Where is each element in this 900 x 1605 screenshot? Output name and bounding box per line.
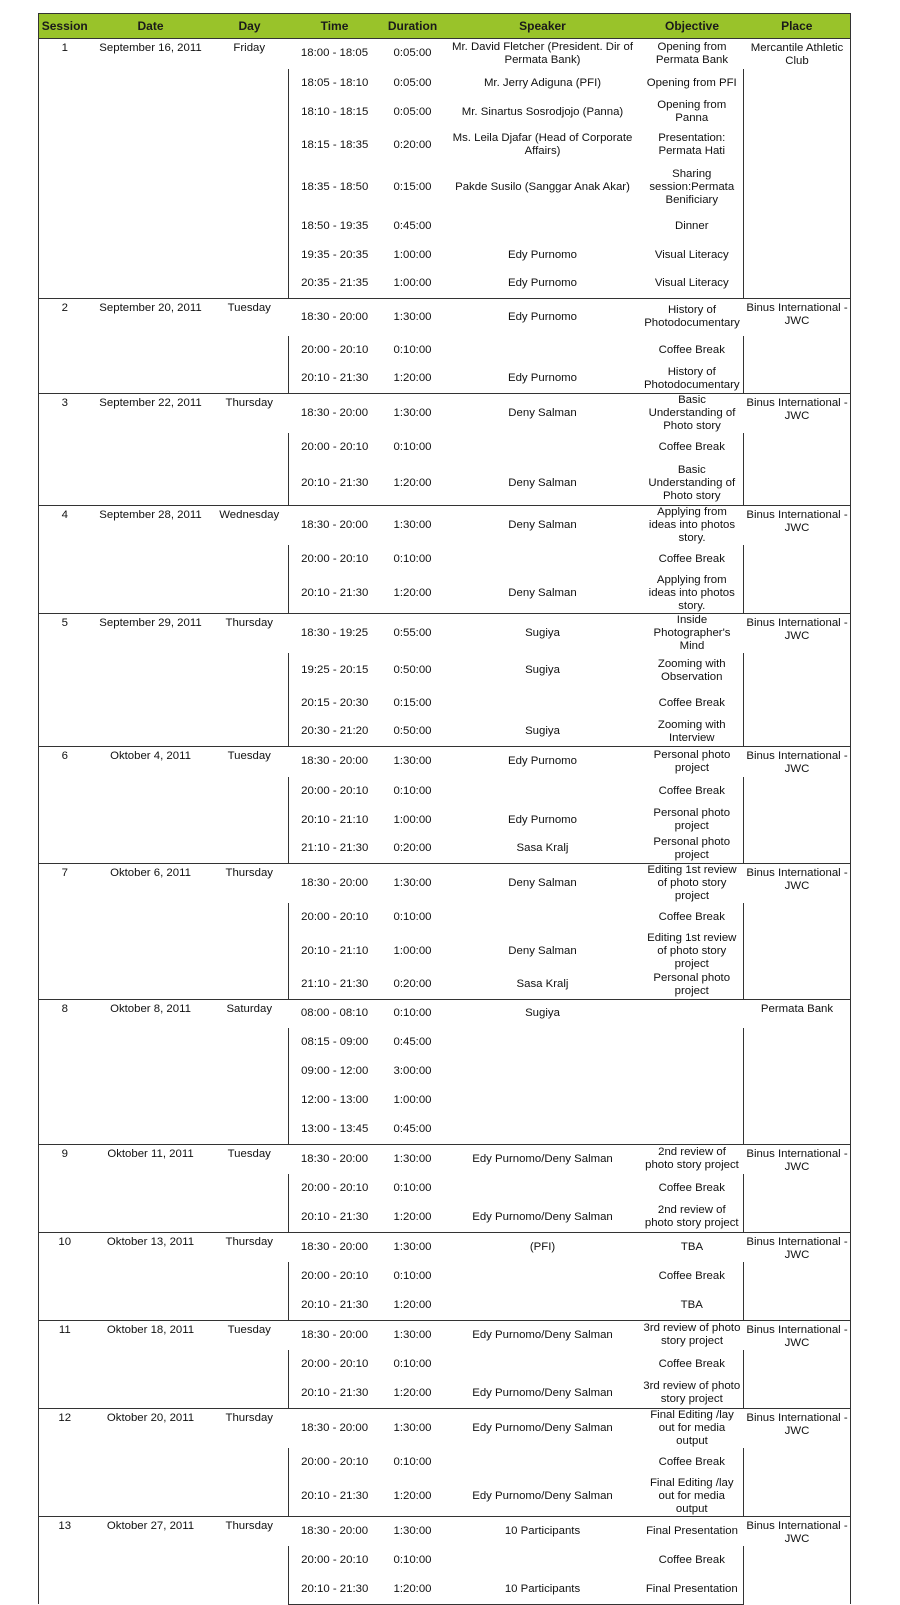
session-number: 13: [39, 1516, 91, 1604]
session-day: Tuesday: [211, 1320, 289, 1408]
session-day: Thursday: [211, 864, 289, 1000]
slot-speaker: Sugiya: [445, 613, 641, 653]
slot-duration: 0:15:00: [393, 696, 432, 709]
session-date: September 20, 2011: [91, 299, 211, 394]
slot-speaker: [445, 336, 641, 365]
schedule-row: [39, 747, 851, 777]
schedule-table: [38, 13, 851, 1605]
slot-speaker: Edy Purnomo/Deny Salman: [472, 1386, 613, 1399]
slot-duration: 0:05:00: [381, 39, 445, 69]
slot-duration: 0:10:00: [393, 552, 432, 565]
slot-time: 19:25 - 20:15: [289, 653, 381, 689]
slot-speaker: [445, 433, 641, 462]
slot-duration: 0:10:00: [393, 441, 432, 453]
slot-duration: 0:10:00: [393, 1455, 432, 1468]
header-speaker: Speaker: [445, 14, 641, 39]
slot-time: 09:00 - 12:00: [289, 1057, 381, 1086]
slot-speaker: [445, 1448, 641, 1477]
slot-objective: TBA: [641, 1291, 744, 1320]
slot-objective: Coffee Break: [641, 433, 744, 462]
slot-time: 18:30 - 20:00: [289, 299, 381, 336]
slot-objective: Coffee Break: [641, 1174, 744, 1203]
slot-speaker: Deny Salman: [508, 586, 577, 599]
slot-speaker: Edy Purnomo: [507, 277, 577, 290]
slot-speaker: [445, 212, 641, 241]
session-number: 4: [39, 505, 91, 613]
slot-duration: 1:30:00: [381, 1144, 445, 1174]
slot-time: 18:05 - 18:10: [289, 69, 381, 98]
session-date: Oktober 27, 2011: [91, 1516, 211, 1604]
slot-speaker: [445, 777, 641, 806]
session-number: 10: [39, 1232, 91, 1320]
schedule-row: [39, 1232, 851, 1262]
slot-objective: [641, 999, 744, 1028]
schedule-row: [39, 1516, 851, 1546]
slot-time: 20:00 - 20:10: [289, 903, 381, 932]
session-place: Mercantile Athletic Club: [744, 39, 851, 299]
slot-duration: 0:50:00: [393, 664, 432, 676]
slot-duration: 0:10:00: [381, 999, 445, 1028]
slot-speaker: [445, 1174, 641, 1203]
slot-duration: 1:00:00: [393, 248, 432, 261]
slot-objective: Basic Understanding of Photo story: [641, 394, 744, 434]
slot-objective: Zooming with Interview: [641, 718, 744, 747]
slot-objective: Coffee Break: [641, 336, 744, 365]
header-objective: Objective: [641, 14, 744, 39]
session-day: Saturday: [211, 999, 289, 1144]
slot-objective: Applying from ideas into photos story.: [641, 505, 744, 545]
session-date: September 29, 2011: [91, 613, 211, 747]
session-number: 5: [39, 613, 91, 747]
session-day: Tuesday: [211, 747, 289, 864]
slot-duration: 1:30:00: [381, 1320, 445, 1350]
session-date: September 16, 2011: [91, 39, 211, 299]
slot-speaker: Edy Purnomo/Deny Salman: [445, 1144, 641, 1174]
header-time: Time: [289, 14, 381, 39]
slot-objective: Coffee Break: [641, 1262, 744, 1291]
slot-time: 20:10 - 21:30: [289, 1291, 381, 1320]
slot-duration: 1:30:00: [381, 747, 445, 777]
slot-time: 20:10 - 21:30: [289, 1477, 381, 1517]
slot-objective: [641, 1115, 744, 1144]
slot-speaker: Edy Purnomo/Deny Salman: [472, 1210, 613, 1223]
slot-time: 20:00 - 20:10: [289, 1448, 381, 1477]
slot-time: 20:10 - 21:30: [289, 1203, 381, 1232]
slot-objective: Editing 1st review of photo story project: [641, 932, 744, 971]
session-number: 11: [39, 1320, 91, 1408]
slot-duration: 0:10:00: [393, 1554, 432, 1566]
slot-speaker: Mr. David Fletcher (President. Dir of Permata Bank): [445, 39, 641, 69]
slot-speaker: [445, 1262, 641, 1291]
header-date: Date: [91, 14, 211, 39]
slot-objective: Visual Literacy: [641, 241, 744, 270]
slot-time: 21:10 - 21:30: [289, 835, 381, 864]
slot-speaker: [445, 1115, 641, 1144]
slot-objective: 3rd review of photo story project: [641, 1320, 744, 1350]
slot-speaker: Edy Purnomo: [507, 813, 577, 826]
slot-speaker: [445, 545, 641, 574]
session-place: Binus International - JWC: [744, 613, 851, 747]
slot-speaker: Sugiya: [525, 725, 560, 738]
header-duration: Duration: [381, 14, 445, 39]
slot-duration: 0:50:00: [393, 725, 432, 738]
slot-time: 21:10 - 21:30: [289, 971, 381, 999]
slot-duration: 1:00:00: [393, 813, 432, 826]
schedule-row: [39, 1408, 851, 1448]
session-number: 3: [39, 394, 91, 506]
slot-speaker: Sasa Kralj: [516, 978, 569, 991]
slot-duration: 1:30:00: [381, 505, 445, 545]
slot-duration: 1:00:00: [393, 1094, 432, 1106]
slot-objective: Coffee Break: [641, 689, 744, 718]
schedule-row: [39, 613, 851, 653]
header-session: Session: [39, 14, 91, 39]
slot-duration: 0:45:00: [393, 1122, 432, 1135]
slot-time: 08:00 - 08:10: [289, 999, 381, 1028]
slot-time: 18:30 - 19:25: [289, 613, 381, 653]
slot-time: 18:30 - 20:00: [289, 1516, 381, 1546]
slot-objective: History of Photodocumentary: [641, 299, 744, 336]
slot-speaker: Edy Purnomo/Deny Salman: [445, 1320, 641, 1350]
slot-objective: Coffee Break: [641, 545, 744, 574]
slot-speaker: [445, 689, 641, 718]
slot-time: 18:30 - 20:00: [289, 394, 381, 434]
slot-objective: Opening from Panna: [641, 98, 744, 127]
session-place: Binus International - JWC: [744, 1144, 851, 1232]
session-day: Tuesday: [211, 1144, 289, 1232]
slot-speaker: Ms. Leila Djafar (Head of Corporate Affairs): [452, 132, 633, 157]
slot-time: 08:15 - 09:00: [289, 1028, 381, 1057]
slot-time: 18:00 - 18:05: [289, 39, 381, 69]
slot-time: 20:10 - 21:30: [289, 1379, 381, 1408]
slot-duration: 1:30:00: [381, 394, 445, 434]
slot-objective: Presentation: Permata Hati: [641, 127, 744, 164]
session-place: Binus International - JWC: [744, 1516, 851, 1604]
session-day: Tuesday: [211, 299, 289, 394]
session-place: Binus International - JWC: [744, 747, 851, 864]
slot-objective: Personal photo project: [641, 747, 744, 777]
slot-duration: 0:10:00: [393, 784, 432, 797]
session-date: Oktober 13, 2011: [91, 1232, 211, 1320]
slot-time: 18:30 - 20:00: [289, 505, 381, 545]
slot-objective: Dinner: [641, 212, 744, 241]
slot-objective: Final Editing /lay out for media output: [641, 1408, 744, 1448]
slot-duration: 1:20:00: [393, 586, 432, 599]
slot-time: 18:50 - 19:35: [289, 212, 381, 241]
slot-time: 20:10 - 21:10: [289, 806, 381, 835]
slot-time: 18:30 - 20:00: [289, 1320, 381, 1350]
slot-objective: Basic Understanding of Photo story: [641, 462, 744, 505]
slot-objective: Final Presentation: [641, 1516, 744, 1546]
session-day: Thursday: [211, 1232, 289, 1320]
slot-objective: Applying from ideas into photos story.: [641, 574, 744, 614]
slot-duration: 0:05:00: [393, 105, 432, 118]
slot-speaker: [445, 1057, 641, 1086]
schedule-row: [39, 999, 851, 1028]
slot-duration: 0:45:00: [393, 219, 432, 232]
slot-time: 20:00 - 20:10: [289, 545, 381, 574]
slot-duration: 0:20:00: [393, 842, 432, 855]
slot-duration: 1:20:00: [393, 1489, 432, 1502]
session-place: Binus International - JWC: [744, 864, 851, 1000]
slot-time: 20:10 - 21:30: [289, 574, 381, 614]
slot-speaker: [445, 1546, 641, 1575]
session-day: Thursday: [211, 394, 289, 506]
slot-duration: 0:10:00: [393, 343, 432, 356]
session-date: Oktober 18, 2011: [91, 1320, 211, 1408]
slot-speaker: Sugiya: [525, 664, 560, 676]
slot-duration: 1:20:00: [393, 476, 432, 489]
slot-objective: 2nd review of photo story project: [641, 1144, 744, 1174]
slot-speaker: Edy Purnomo: [507, 248, 577, 261]
session-day: Friday: [211, 39, 289, 299]
slot-speaker: Edy Purnomo: [507, 372, 577, 385]
session-date: September 22, 2011: [91, 394, 211, 506]
slot-time: 18:15 - 18:35: [289, 127, 381, 164]
slot-duration: 0:10:00: [393, 1358, 432, 1370]
slot-objective: 2nd review of photo story project: [641, 1203, 744, 1232]
slot-speaker: Pakde Susilo (Sanggar Anak Akar): [455, 181, 630, 193]
session-number: 6: [39, 747, 91, 864]
session-day: Wednesday: [211, 505, 289, 613]
session-date: Oktober 8, 2011: [91, 999, 211, 1144]
slot-objective: Editing 1st review of photo story project: [641, 864, 744, 904]
schedule-body: [39, 39, 851, 1605]
slot-duration: 1:20:00: [393, 1386, 432, 1399]
slot-time: 20:15 - 20:30: [289, 689, 381, 718]
slot-objective: Coffee Break: [641, 1350, 744, 1379]
slot-duration: 0:10:00: [393, 1182, 432, 1194]
slot-speaker: Deny Salman: [508, 945, 577, 957]
slot-objective: Personal photo project: [641, 806, 744, 835]
session-place: Binus International - JWC: [744, 299, 851, 394]
slot-duration: 1:20:00: [393, 1298, 432, 1311]
slot-time: 20:35 - 21:35: [289, 270, 381, 299]
slot-objective: Final Presentation: [641, 1575, 744, 1604]
header-row: [39, 14, 851, 39]
slot-time: 20:00 - 20:10: [289, 1174, 381, 1203]
slot-speaker: Mr. Sinartus Sosrodjojo (Panna): [461, 105, 624, 118]
schedule-row: [39, 864, 851, 904]
slot-objective: 3rd review of photo story project: [641, 1379, 744, 1408]
slot-speaker: Edy Purnomo: [445, 299, 641, 336]
slot-time: 20:00 - 20:10: [289, 1350, 381, 1379]
slot-time: 20:10 - 21:30: [289, 462, 381, 505]
slot-time: 20:00 - 20:10: [289, 433, 381, 462]
slot-speaker: [445, 1350, 641, 1379]
slot-duration: 0:55:00: [381, 613, 445, 653]
slot-objective: Coffee Break: [641, 777, 744, 806]
slot-speaker: [445, 1291, 641, 1320]
slot-time: 18:30 - 20:00: [289, 1408, 381, 1448]
session-place: Permata Bank: [744, 999, 851, 1144]
slot-objective: Coffee Break: [641, 1546, 744, 1575]
slot-objective: Coffee Break: [641, 903, 744, 932]
slot-duration: 1:30:00: [381, 1232, 445, 1262]
slot-duration: 0:15:00: [393, 181, 432, 193]
header-day: Day: [211, 14, 289, 39]
slot-time: 13:00 - 13:45: [289, 1115, 381, 1144]
slot-duration: 1:20:00: [381, 1575, 445, 1604]
session-day: Thursday: [211, 1516, 289, 1604]
slot-objective: Coffee Break: [641, 1448, 744, 1477]
slot-speaker: Sasa Kralj: [516, 842, 569, 855]
slot-speaker: Mr. Jerry Adiguna (PFI): [483, 76, 602, 89]
slot-time: 19:35 - 20:35: [289, 241, 381, 270]
slot-time: 20:10 - 21:30: [289, 365, 381, 394]
slot-objective: Zooming with Observation: [641, 653, 744, 689]
slot-objective: Final Editing /lay out for media output: [641, 1477, 744, 1517]
session-place: Binus International - JWC: [744, 1408, 851, 1516]
slot-time: 20:00 - 20:10: [289, 1546, 381, 1575]
slot-time: 20:00 - 20:10: [289, 1262, 381, 1291]
slot-time: 20:10 - 21:10: [289, 932, 381, 971]
session-number: 12: [39, 1408, 91, 1516]
schedule-row: [39, 299, 851, 336]
slot-duration: 1:00:00: [393, 277, 432, 290]
slot-objective: Opening from Permata Bank: [641, 39, 744, 69]
slot-speaker: Deny Salman: [445, 394, 641, 434]
slot-objective: Inside Photographer's Mind: [641, 613, 744, 653]
session-number: 7: [39, 864, 91, 1000]
slot-objective: Personal photo project: [641, 971, 744, 999]
slot-speaker: 10 Participants: [445, 1575, 641, 1604]
session-place: Binus International - JWC: [744, 1232, 851, 1320]
session-place: Binus International - JWC: [744, 394, 851, 506]
slot-time: 18:30 - 20:00: [289, 1232, 381, 1262]
slot-speaker: [445, 1028, 641, 1057]
slot-duration: 1:20:00: [393, 1210, 432, 1223]
slot-speaker: Edy Purnomo/Deny Salman: [445, 1408, 641, 1448]
slot-speaker: Sugiya: [445, 999, 641, 1028]
slot-objective: History of Photodocumentary: [641, 365, 744, 394]
slot-time: 20:00 - 20:10: [289, 336, 381, 365]
slot-speaker: Edy Purnomo/Deny Salman: [472, 1489, 613, 1502]
schedule-row: [39, 394, 851, 434]
slot-duration: 0:10:00: [393, 911, 432, 923]
slot-speaker: 10 Participants: [445, 1516, 641, 1546]
slot-speaker: Edy Purnomo: [445, 747, 641, 777]
slot-time: 20:30 - 21:20: [289, 718, 381, 747]
slot-time: 20:00 - 20:10: [289, 777, 381, 806]
slot-duration: 0:10:00: [393, 1270, 432, 1282]
session-number: 2: [39, 299, 91, 394]
session-date: Oktober 4, 2011: [91, 747, 211, 864]
slot-objective: Sharing session:Permata Benificiary: [641, 164, 744, 212]
session-date: Oktober 20, 2011: [91, 1408, 211, 1516]
slot-speaker: Deny Salman: [445, 505, 641, 545]
slot-objective: Personal photo project: [641, 835, 744, 864]
slot-time: 18:30 - 20:00: [289, 747, 381, 777]
slot-objective: [641, 1086, 744, 1115]
schedule-row: [39, 39, 851, 69]
slot-speaker: [445, 1086, 641, 1115]
slot-speaker: [445, 903, 641, 932]
slot-duration: 1:30:00: [381, 1408, 445, 1448]
slot-speaker: (PFI): [445, 1232, 641, 1262]
slot-time: 20:10 - 21:30: [289, 1575, 381, 1604]
slot-duration: 0:20:00: [393, 138, 432, 151]
slot-duration: 3:00:00: [393, 1065, 432, 1077]
session-number: 1: [39, 39, 91, 299]
schedule-row: [39, 1144, 851, 1174]
schedule-row: [39, 1320, 851, 1350]
slot-time: 12:00 - 13:00: [289, 1086, 381, 1115]
slot-objective: Visual Literacy: [641, 270, 744, 299]
schedule-row: [39, 505, 851, 545]
slot-duration: 1:20:00: [393, 372, 432, 385]
slot-time: 18:30 - 20:00: [289, 1144, 381, 1174]
slot-speaker: Deny Salman: [445, 864, 641, 904]
session-date: Oktober 6, 2011: [91, 864, 211, 1000]
session-place: Binus International - JWC: [744, 1320, 851, 1408]
slot-objective: [641, 1057, 744, 1086]
slot-time: 18:35 - 18:50: [289, 164, 381, 212]
slot-time: 18:30 - 20:00: [289, 864, 381, 904]
slot-duration: 1:00:00: [393, 945, 432, 957]
session-day: Thursday: [211, 1408, 289, 1516]
session-number: 8: [39, 999, 91, 1144]
slot-objective: [641, 1028, 744, 1057]
slot-duration: 1:30:00: [381, 299, 445, 336]
slot-speaker: Deny Salman: [508, 476, 577, 489]
header-place: Place: [744, 14, 851, 39]
slot-duration: 1:30:00: [381, 864, 445, 904]
slot-duration: 0:05:00: [393, 76, 432, 89]
slot-time: 18:10 - 18:15: [289, 98, 381, 127]
session-date: Oktober 11, 2011: [91, 1144, 211, 1232]
slot-duration: 1:30:00: [381, 1516, 445, 1546]
session-date: September 28, 2011: [91, 505, 211, 613]
slot-duration: 0:45:00: [393, 1036, 432, 1048]
session-number: 9: [39, 1144, 91, 1232]
slot-duration: 0:20:00: [393, 978, 432, 991]
session-day: Thursday: [211, 613, 289, 747]
session-place: Binus International - JWC: [744, 505, 851, 613]
slot-objective: TBA: [641, 1232, 744, 1262]
slot-objective: Opening from PFI: [641, 69, 744, 98]
